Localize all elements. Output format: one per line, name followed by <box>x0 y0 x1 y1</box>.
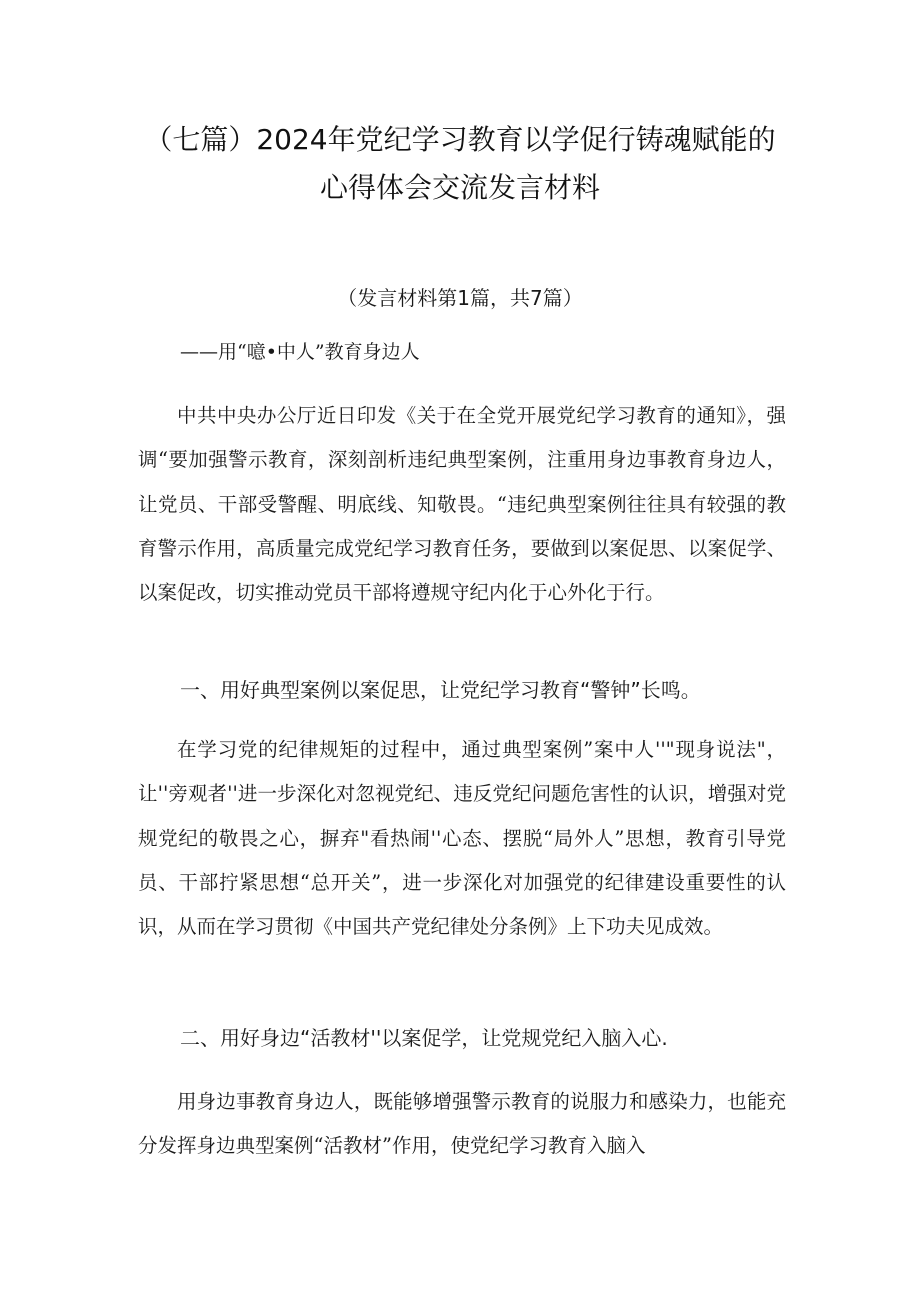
section-heading-2: 二、用好身边“活教材''以案促学，让党规党纪入脑入心. <box>180 1026 668 1050</box>
section-heading-1: 一、用好典型案例以案促思，让党纪学习教育“警钟”长鸣。 <box>180 678 701 702</box>
document-title-line-2: 心得体会交流发言材料 <box>319 171 600 204</box>
body-paragraph-1: 中共中央办公厅近日印发《关于在全党开展党纪学习教育的通知》，强调“要加强警示教育，深刻剖析违纪典型案例，注重用身边事教育身边人，让党员、干部受警醒、明底线、知敬畏。“违纪典型案例往往具有较强的教育警示作用，高质量完成党纪学习教育任务，要做到以案促思、以案促学、以案促改，切实推动党员干部将遵规守纪内化于心外化于行。 <box>138 404 786 605</box>
document-byline: ——用“噫•中人”教育身边人 <box>180 341 420 363</box>
body-paragraph-3: 用身边事教育身边人，既能够增强警示教育的说服力和感染力，也能充分发挥身边典型案例“活教材”作用，使党纪学习教育入脑入 <box>138 1090 786 1158</box>
body-paragraph-2: 在学习党的纪律规矩的过程中，通过典型案例”案中人''"现身说法"，让''旁观者''进一步深化对忽视党纪、违反党纪问题危害性的认识，增强对党规党纪的敬畏之心，摒弃"看热闹''心态、摆脱“局外人”思想，教育引导党员、干部拧紧思想“总开关”，进一步深化对加强党的纪律建设重要性的认识，从而在学习贯彻《中国共产党纪律处分条例》上下功夫见成效。 <box>138 738 786 939</box>
document-subtitle: （发言材料第1篇，共7篇） <box>337 286 583 310</box>
document-title-line-1: （七篇）2024年党纪学习教育以学促行铸魂赋能的 <box>144 123 776 156</box>
